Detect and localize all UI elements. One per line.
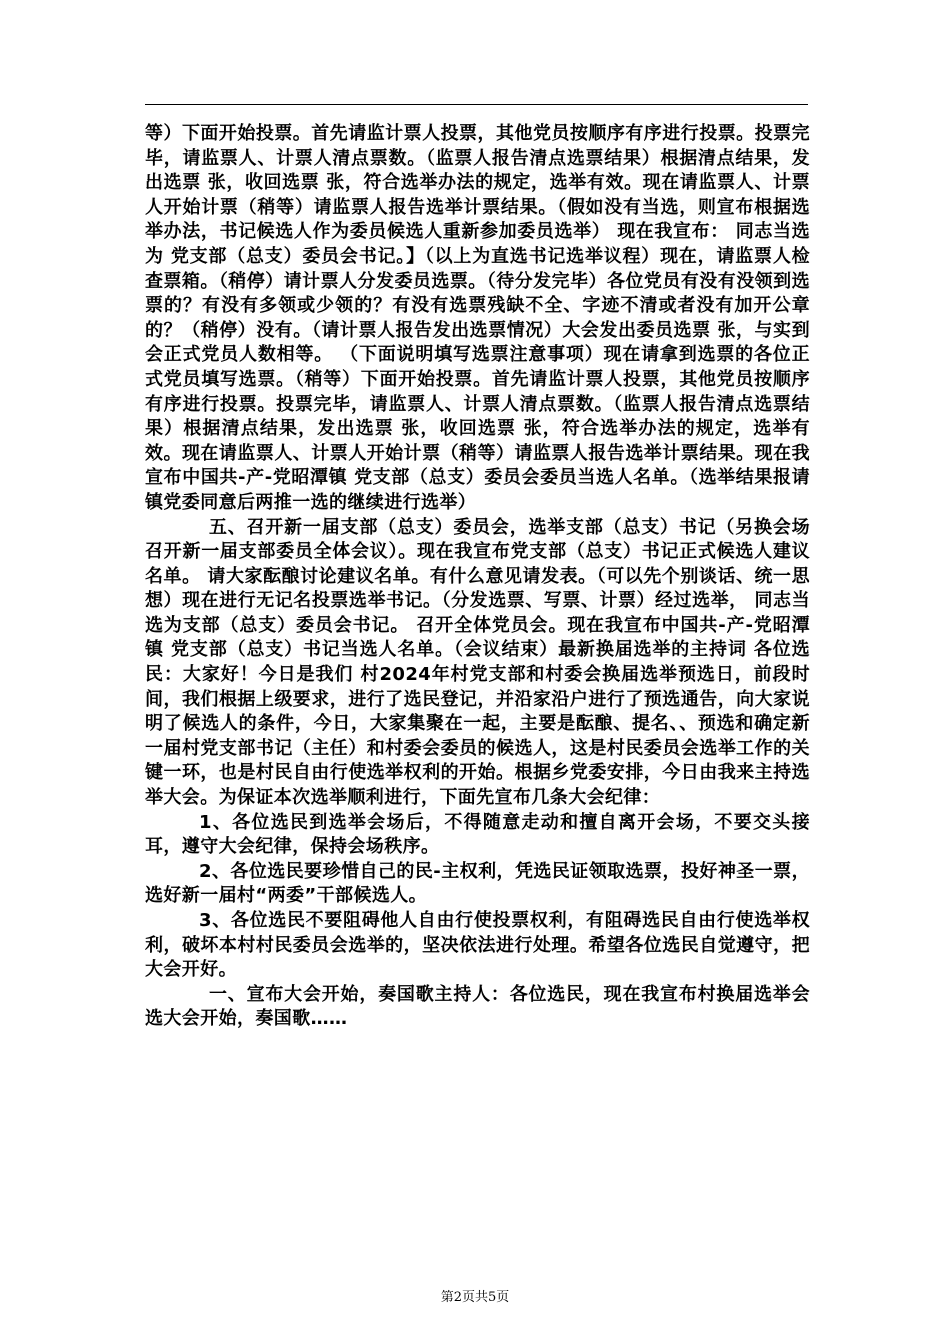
paragraph-section-five: 五、召开新一届支部（总支）委员会，选举支部（总支）书记（另换会场召开新一届支部委员全体会议）。现在我宣布党支部（总支）书记正式候选人建议名单。 请大家酝酿讨论建议名单。有什么意见请发表。（可以先个别谈话、统一思想）现在进行无记名投票选举书记。（分发选票、写票、计票）经过选举， 同志当选为支部（总支）委员会书记。 召开全体党员会。现在我宣布中国共-产-党昭潭镇 党支部（总支）书记当选人名单。（会议结束）最新换届选举的主持词 各位选民：大家好！今日是我们 村2024年村党支部和村委会换届选举预选日，前段时间，我们根据上级要求，进行了选民登记，并沿家沿户进行了预选通告，向大家说明了候选人的条件，今日，大家集聚在一起，主要是酝酿、提名、、预选和确定新一届村党支部书记（主任）和村委会委员的候选人，这是村民委员会选举工作的关键一环，也是村民自由行使选举权利的开始。根据乡党委安排，今日由我来主持选举大会。为保证本次选举顺利进行，下面先宣布几条大会纪律： <box>145 516 810 809</box>
page-footer: 第2页共5页 <box>440 1290 510 1305</box>
header-rule <box>145 104 808 105</box>
paragraph-voting-procedure: 等）下面开始投票。首先请监计票人投票，其他党员按顺序有序进行投票。投票完毕，请监票人、计票人清点票数。（监票人报告清点选票结果）根据清点结果，发出选票 张，收回选票 张，符合选举办法的规定，选举有效。现在请监票人、计票人开始计票（稍等）请监票人报告选举计票结果。（假如没有当选，则宣布根据选举办法，书记候选人作为委员候选人重新参加委员选举） 现在我宣布： 同志当选为 党支部（总支）委员会书记。】（以上为直选书记选举议程）现在，请监票人检查票箱。（稍停）请计票人分发委员选票。（待分发完毕）各位党员有没有没领到选票的？有没有多领或少领的？有没有选票残缺不全、字迹不清或者没有加开公章的？（稍停）没有。（请计票人报告发出选票情况）大会发出委员选票 张，与实到会正式党员人数相等。 （下面说明填写选票注意事项）现在请拿到选票的各位正式党员填写选票。（稍等）下面开始投票。首先请监计票人投票，其他党员按顺序有序进行投票。投票完毕，请监票人、计票人清点票数。（监票人报告清点选票结果）根据清点结果，发出选票 张，收回选票 张，符合选举办法的规定，选举有效。现在请监票人、计票人开始计票（稍等）请监票人报告选举计票结果。现在我宣布中国共-产-党昭潭镇 党支部（总支）委员会委员当选人名单。（选举结果报请镇党委同意后两推一选的继续进行选举） <box>145 123 810 513</box>
paragraph-rule-1: 1、各位选民到选举会场后，不得随意走动和擅自离开会场，不要交头接耳，遵守大会纪律，保持会场秩序。 <box>145 811 810 858</box>
paragraph-rule-2: 2、各位选民要珍惜自己的民-主权利，凭选民证领取选票，投好神圣一票，选好新一届村“两委”干部候选人。 <box>145 860 810 907</box>
paragraph-rule-3: 3、各位选民不要阻碍他人自由行使投票权利，有阻碍选民自由行使选举权利，破坏本村村民委员会选举的，坚决依法进行处理。希望各位选民自觉遵守，把大会开好。 <box>145 910 810 981</box>
paragraph-section-one: 一、宣布大会开始，奏国歌主持人：各位选民，现在我宣布村换届选举会选大会开始，奏国歌…… <box>145 983 810 1030</box>
document-body <box>145 122 810 1032</box>
